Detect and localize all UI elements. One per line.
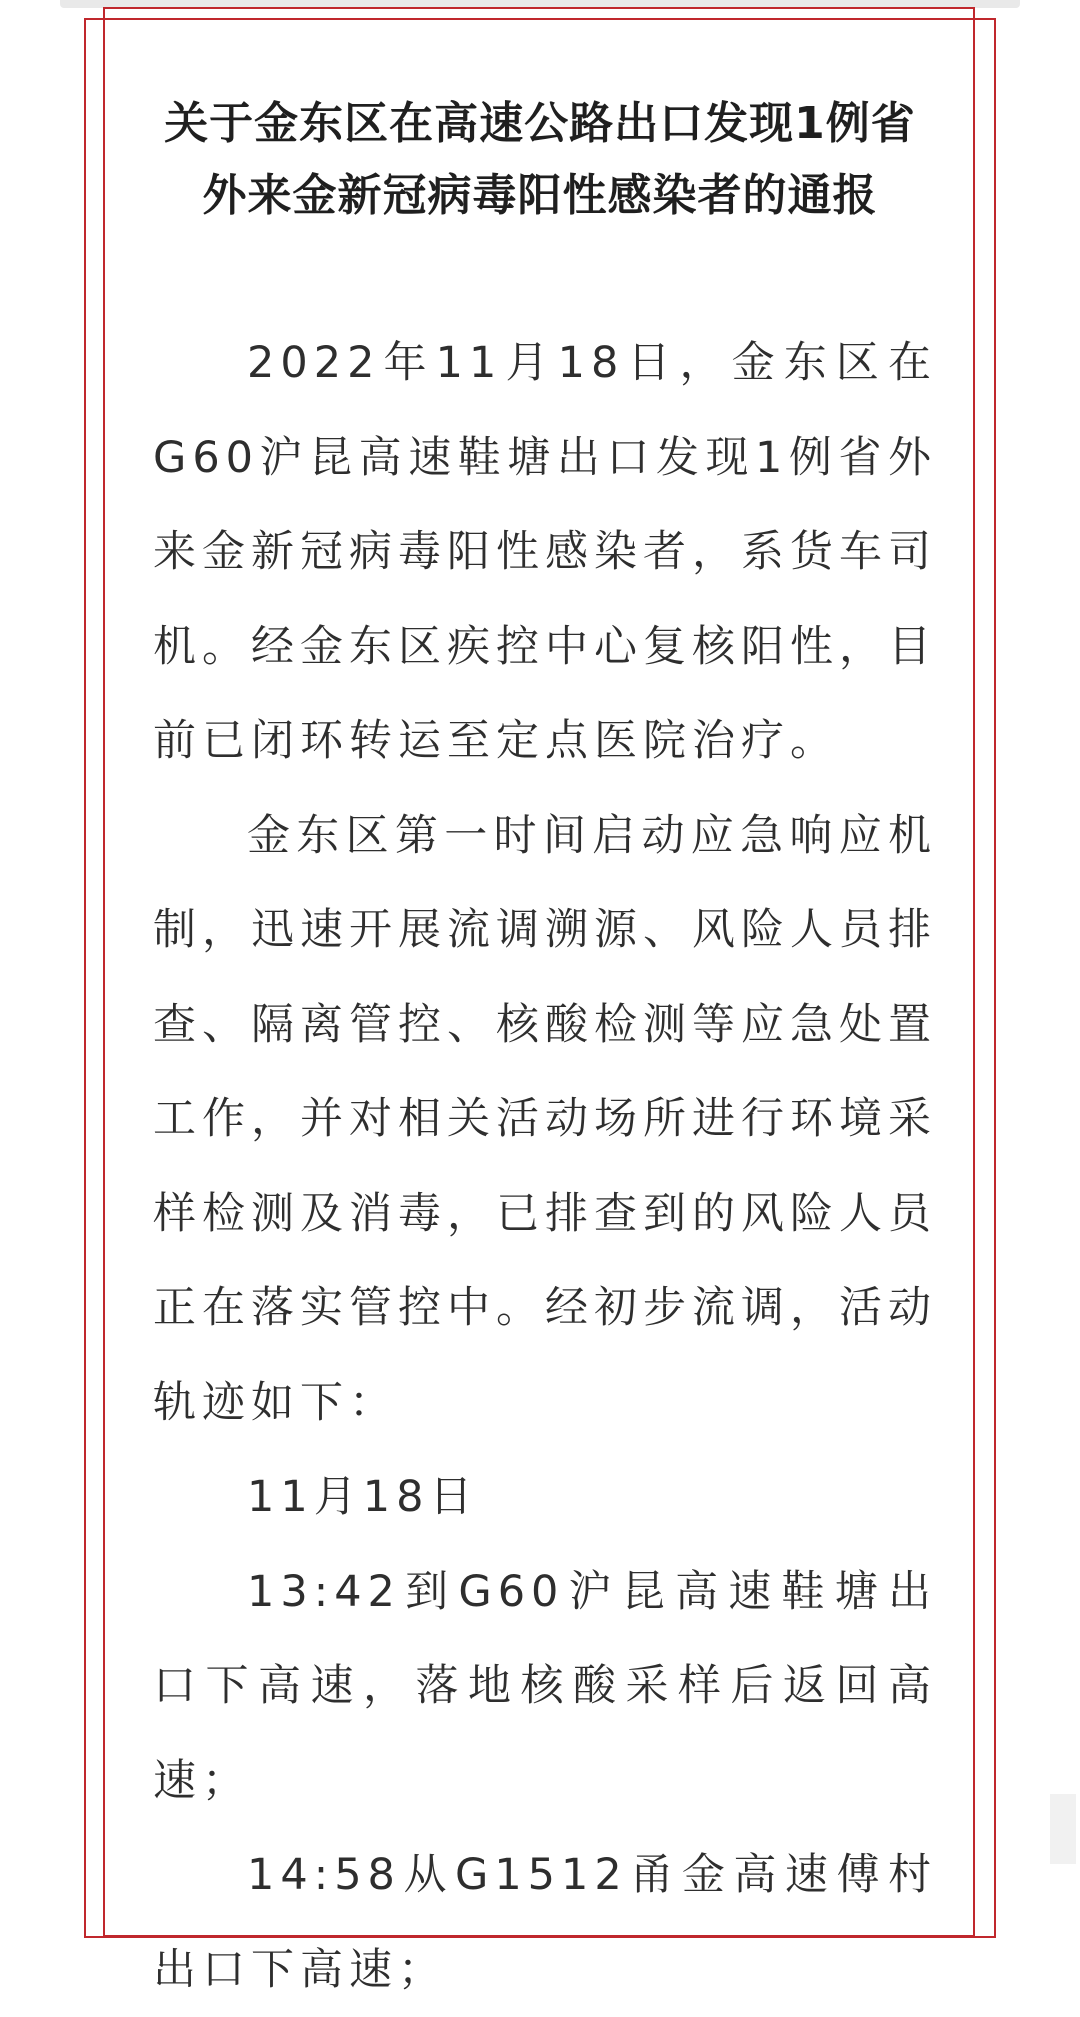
paragraph-track-1: 13:42到G60沪昆高速鞋塘出口下高速，落地核酸采样后返回高速； xyxy=(153,1566,937,1806)
paragraph-track-2: 14:58从G1512甬金高速傅村出口下高速； xyxy=(153,1850,937,1995)
watermark-fragment xyxy=(1050,1794,1076,1864)
paragraph-response: 金东区第一时间启动应急响应机制，迅速开展流调溯源、风险人员排查、隔离管控、核酸检测等应急处置工作，并对相关活动场所进行环境采样检测及消毒，已排查到的风险人员正在落实管控中。经初步流调，活动轨迹如下： xyxy=(153,810,937,1428)
notice-title xyxy=(130,88,950,232)
notice-title-line-2: 外来金新冠病毒阳性感染者的通报 xyxy=(202,170,878,221)
notice-body xyxy=(153,316,937,2017)
notice-title-line-1: 关于金东区在高速公路出口发现1例省 xyxy=(164,98,916,149)
paragraph-incident: 2022年11月18日，金东区在G60沪昆高速鞋塘出口发现1例省外来金新冠病毒阳性感染者，系货车司机。经金东区疾控中心复核阳性，目前已闭环转运至定点医院治疗。 xyxy=(153,338,937,766)
paragraph-date: 11月18日 xyxy=(247,1472,479,1522)
